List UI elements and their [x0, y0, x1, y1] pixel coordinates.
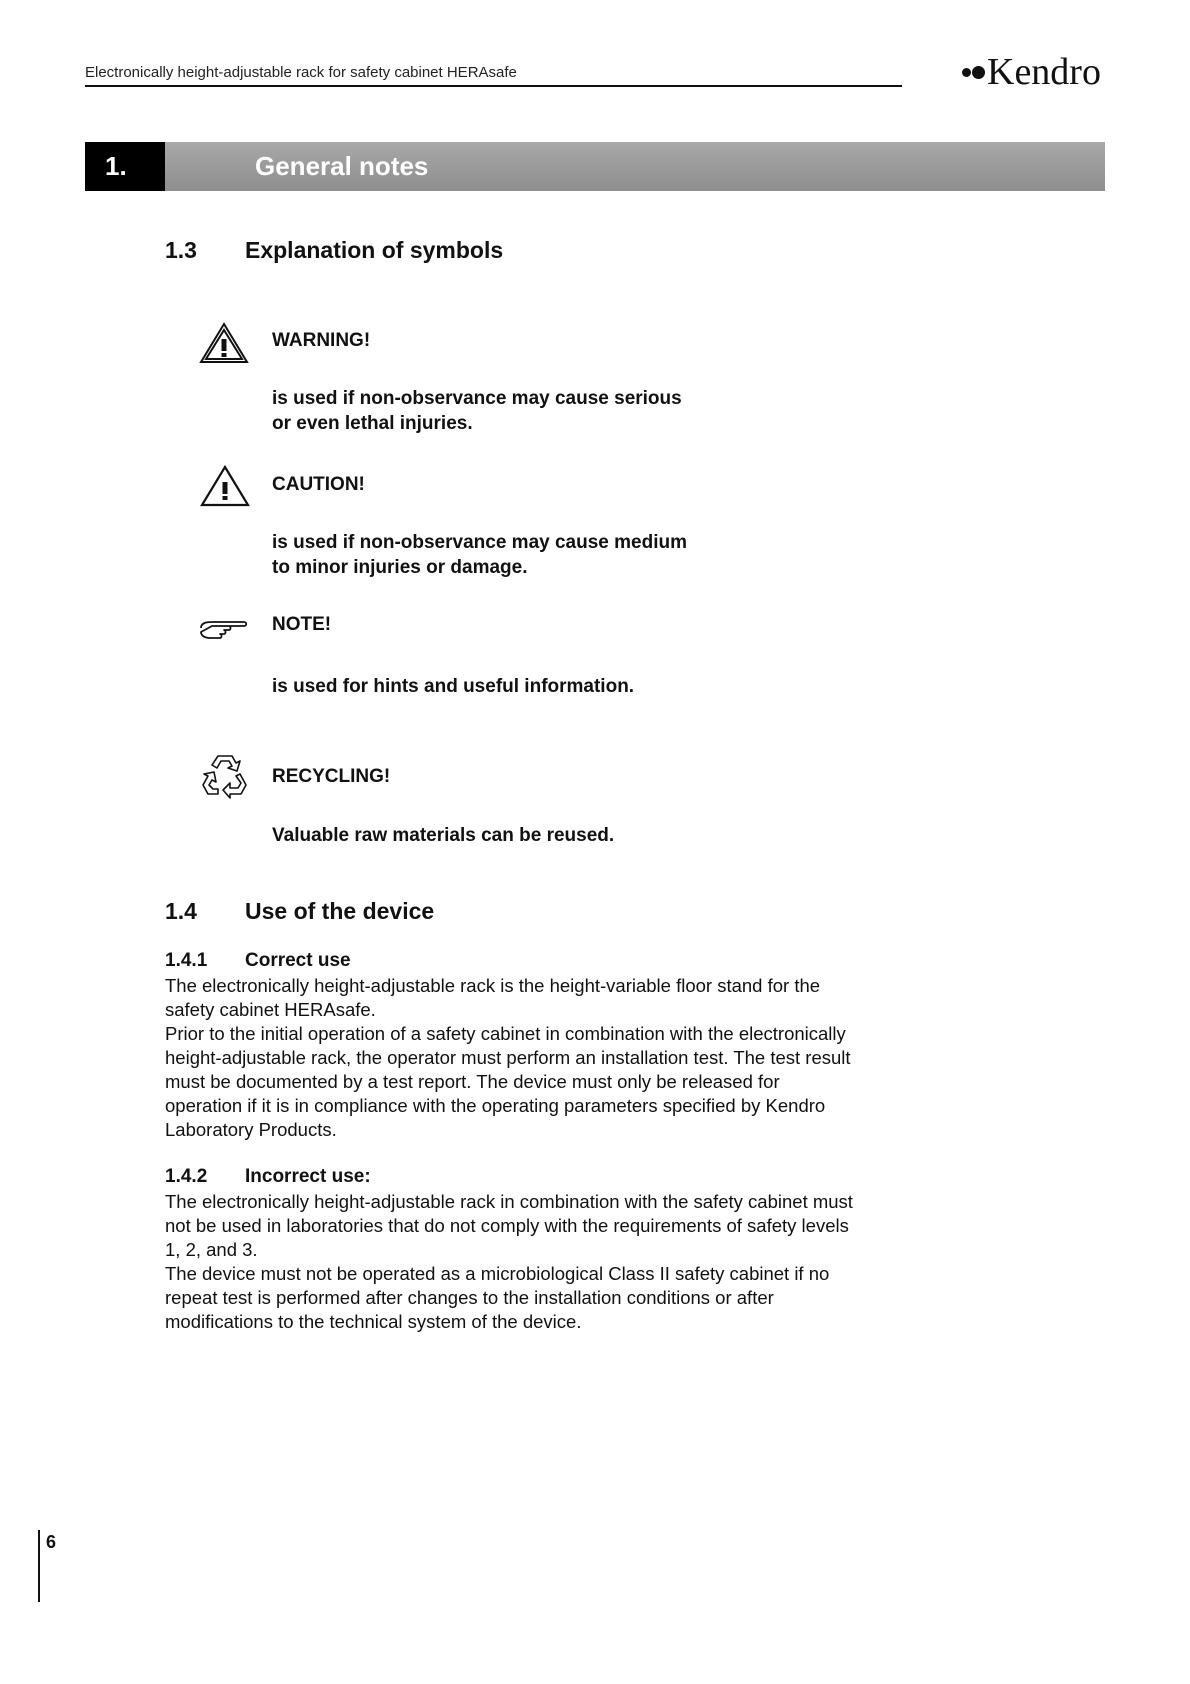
subsection-number: 1.4.1 [165, 950, 208, 971]
running-header: Electronically height-adjustable rack for safety cabinet HERAsafe [85, 64, 517, 81]
correct-use-text [165, 974, 853, 1142]
warning-triangle-icon [199, 322, 249, 364]
subsection-number: 1.4.2 [165, 1166, 208, 1187]
note-title: NOTE! [272, 614, 332, 635]
desc-line: is used if non-observance may cause medium [272, 532, 687, 553]
caution-description [272, 530, 732, 580]
recycling-title: RECYCLING! [272, 766, 391, 787]
paragraph: The electronically height-adjustable rack in combination with the safety cabinet must not be used in laboratories that do not comply with the requirements of safety levels 1, 2, and 3. [165, 1191, 853, 1260]
recycling-description [272, 823, 732, 848]
section-title: Explanation of symbols [245, 237, 504, 263]
kendro-logo [962, 50, 1101, 94]
chapter-number: 1. [85, 142, 165, 191]
warning-description [272, 386, 732, 436]
caution-title: CAUTION! [272, 474, 365, 495]
note-description [272, 674, 732, 699]
pointing-hand-icon [198, 618, 250, 642]
header-rule [85, 85, 902, 87]
section-title: Use of the device [245, 898, 435, 924]
logo-dots-icon [962, 66, 985, 79]
incorrect-use-text [165, 1190, 853, 1334]
desc-line: is used for hints and useful information. [272, 676, 635, 697]
subsection-title: Correct use [245, 950, 351, 971]
paragraph: Prior to the initial operation of a safety cabinet in combination with the electronically height-adjustable rack, the operator must perform an installation test. The test result must be documented by a test report. The device must only be released for operation if it is in compliance with the operating parameters specified by Kendro Laboratory Products. [165, 1023, 851, 1140]
caution-triangle-icon [200, 465, 250, 507]
page-margin-rule [38, 1530, 40, 1602]
section-number: 1.4 [165, 898, 197, 924]
recycling-icon [200, 752, 250, 800]
paragraph: The electronically height-adjustable rack is the height-variable floor stand for the safety cabinet HERAsafe. [165, 975, 821, 1020]
logo-text: Kendro [987, 51, 1101, 93]
chapter-title: General notes [165, 142, 1105, 191]
desc-line: Valuable raw materials can be reused. [272, 825, 615, 846]
desc-line: to minor injuries or damage. [272, 557, 528, 578]
section-number: 1.3 [165, 237, 197, 263]
warning-title: WARNING! [272, 330, 371, 351]
page-number: 6 [46, 1532, 57, 1552]
desc-line: is used if non-observance may cause serious [272, 388, 682, 409]
subsection-title: Incorrect use: [245, 1166, 371, 1187]
desc-line: or even lethal injuries. [272, 413, 473, 434]
paragraph: The device must not be operated as a microbiological Class II safety cabinet if no repeat test is performed after changes to the installation conditions or after modifications to the technical system of the device. [165, 1263, 830, 1332]
